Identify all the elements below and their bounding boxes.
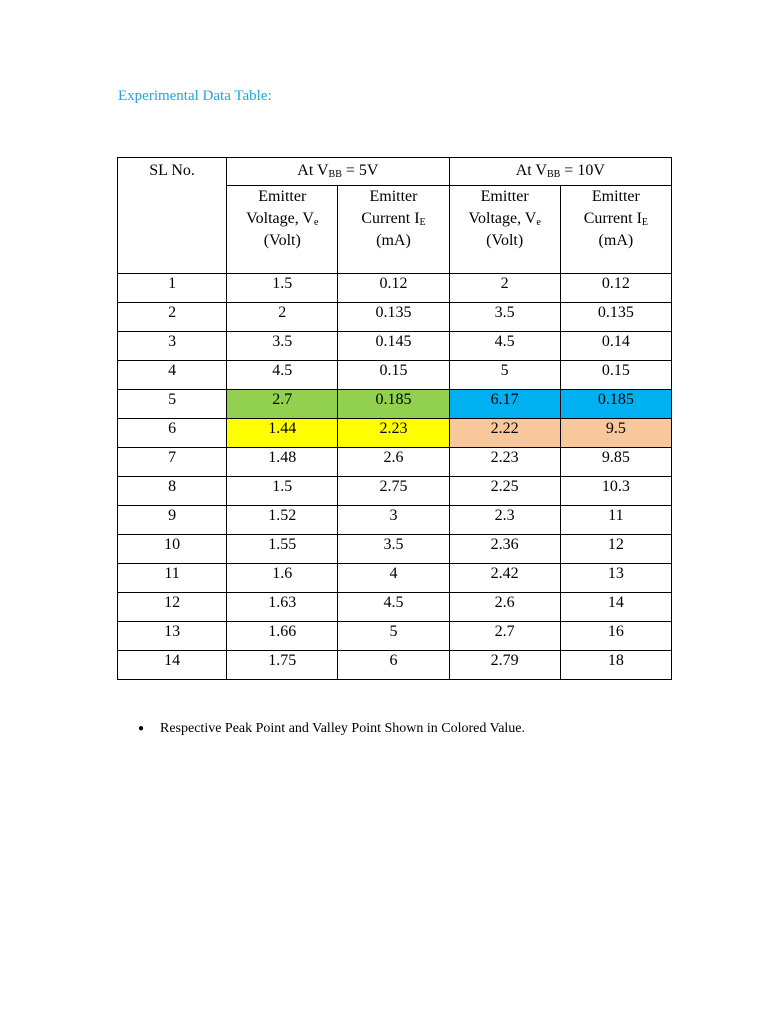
emitter-current-10v-cell: 0.12: [560, 274, 671, 303]
sl-no-cell: 12: [118, 593, 227, 622]
emitter-voltage-10v-cell: 2.3: [449, 506, 560, 535]
sl-no-cell: 6: [118, 419, 227, 448]
emitter-voltage-5v-cell: 1.63: [227, 593, 338, 622]
emitter-current-header-10v: Emitter Current $I_E$ (mA): [560, 186, 671, 274]
emitter-current-5v-cell: 2.6: [338, 448, 449, 477]
emitter-current-5v-cell: 3: [338, 506, 449, 535]
emitter-current-10v-cell: 13: [560, 564, 671, 593]
emitter-current-5v-cell: 5: [338, 622, 449, 651]
experimental-data-table: [117, 157, 672, 680]
emitter-current-5v-cell: 3.5: [338, 535, 449, 564]
table-row: [118, 419, 672, 448]
emitter-current-10v-cell: 14: [560, 593, 671, 622]
page-title: Experimental Data Table:: [118, 88, 272, 104]
table-row: [118, 535, 672, 564]
emitter-current-5v-cell: 0.135: [338, 303, 449, 332]
sl-no-cell: 5: [118, 390, 227, 419]
emitter-current-5v-cell: 0.12: [338, 274, 449, 303]
emitter-current-5v-cell: 4.5: [338, 593, 449, 622]
table-row: [118, 622, 672, 651]
emitter-voltage-10v-cell: 2: [449, 274, 560, 303]
emitter-current-5v-cell: 0.15: [338, 361, 449, 390]
emitter-voltage-10v-cell: 2.23: [449, 448, 560, 477]
emitter-voltage-10v-cell: 3.5: [449, 303, 560, 332]
emitter-current-header-5v: Emitter Current $I_E$ (mA): [338, 186, 449, 274]
bullet-icon: ●: [138, 723, 145, 734]
emitter-voltage-5v-cell: 1.52: [227, 506, 338, 535]
sl-no-cell: 4: [118, 361, 227, 390]
emitter-voltage-header-5v: Emitter Voltage, $V_e$ (Volt): [227, 186, 338, 274]
vbb-10v-header: At $V_{BB} = 10V$: [449, 158, 671, 186]
emitter-current-5v-cell: 2.23: [338, 419, 449, 448]
note-list-item: [138, 720, 525, 738]
sl-no-header: SL No.: [118, 158, 227, 274]
emitter-voltage-5v-cell: 1.5: [227, 477, 338, 506]
emitter-current-5v-cell: 6: [338, 651, 449, 680]
emitter-voltage-5v-cell: 1.48: [227, 448, 338, 477]
emitter-current-10v-cell: 0.185: [560, 390, 671, 419]
table-row: [118, 651, 672, 680]
vbb-5v-header: At $V_{BB} = 5V$: [227, 158, 449, 186]
sl-no-cell: 1: [118, 274, 227, 303]
emitter-current-5v-cell: 0.145: [338, 332, 449, 361]
emitter-voltage-5v-cell: 1.44: [227, 419, 338, 448]
sl-no-cell: 14: [118, 651, 227, 680]
emitter-voltage-10v-cell: 2.36: [449, 535, 560, 564]
emitter-current-5v-cell: 2.75: [338, 477, 449, 506]
sl-no-cell: 11: [118, 564, 227, 593]
table-row: [118, 593, 672, 622]
table-row: [118, 361, 672, 390]
emitter-current-5v-cell: 4: [338, 564, 449, 593]
emitter-voltage-5v-cell: 2.7: [227, 390, 338, 419]
emitter-voltage-10v-cell: 4.5: [449, 332, 560, 361]
emitter-current-10v-cell: 11: [560, 506, 671, 535]
table-row: [118, 390, 672, 419]
emitter-current-10v-cell: 16: [560, 622, 671, 651]
emitter-current-10v-cell: 0.135: [560, 303, 671, 332]
emitter-voltage-5v-cell: 1.5: [227, 274, 338, 303]
emitter-voltage-10v-cell: 2.25: [449, 477, 560, 506]
table-row: [118, 506, 672, 535]
emitter-voltage-5v-cell: 1.6: [227, 564, 338, 593]
sl-no-cell: 9: [118, 506, 227, 535]
emitter-current-10v-cell: 12: [560, 535, 671, 564]
emitter-voltage-5v-cell: 1.66: [227, 622, 338, 651]
emitter-current-10v-cell: 9.5: [560, 419, 671, 448]
emitter-voltage-10v-cell: 6.17: [449, 390, 560, 419]
sl-no-cell: 13: [118, 622, 227, 651]
note-text: Respective Peak Point and Valley Point Shown in Colored Value.: [160, 721, 526, 736]
emitter-voltage-5v-cell: 3.5: [227, 332, 338, 361]
sl-no-cell: 8: [118, 477, 227, 506]
emitter-voltage-header-10v: Emitter Voltage, $V_e$ (Volt): [449, 186, 560, 274]
emitter-voltage-10v-cell: 2.6: [449, 593, 560, 622]
table-row: [118, 477, 672, 506]
table-header-row: [118, 158, 672, 186]
table-row: [118, 564, 672, 593]
emitter-voltage-10v-cell: 2.42: [449, 564, 560, 593]
emitter-voltage-10v-cell: 2.22: [449, 419, 560, 448]
emitter-current-5v-cell: 0.185: [338, 390, 449, 419]
emitter-current-10v-cell: 18: [560, 651, 671, 680]
emitter-voltage-10v-cell: 5: [449, 361, 560, 390]
emitter-current-10v-cell: 0.14: [560, 332, 671, 361]
emitter-current-10v-cell: 0.15: [560, 361, 671, 390]
emitter-voltage-5v-cell: 2: [227, 303, 338, 332]
emitter-voltage-5v-cell: 1.55: [227, 535, 338, 564]
table-body: [118, 274, 672, 680]
table-row: [118, 332, 672, 361]
sl-no-cell: 3: [118, 332, 227, 361]
emitter-voltage-5v-cell: 4.5: [227, 361, 338, 390]
table-row: [118, 303, 672, 332]
sl-no-cell: 7: [118, 448, 227, 477]
sl-no-cell: 10: [118, 535, 227, 564]
sl-no-cell: 2: [118, 303, 227, 332]
emitter-current-10v-cell: 9.85: [560, 448, 671, 477]
emitter-current-10v-cell: 10.3: [560, 477, 671, 506]
emitter-voltage-10v-cell: 2.79: [449, 651, 560, 680]
emitter-voltage-5v-cell: 1.75: [227, 651, 338, 680]
table-row: [118, 274, 672, 303]
emitter-voltage-10v-cell: 2.7: [449, 622, 560, 651]
table-row: [118, 448, 672, 477]
